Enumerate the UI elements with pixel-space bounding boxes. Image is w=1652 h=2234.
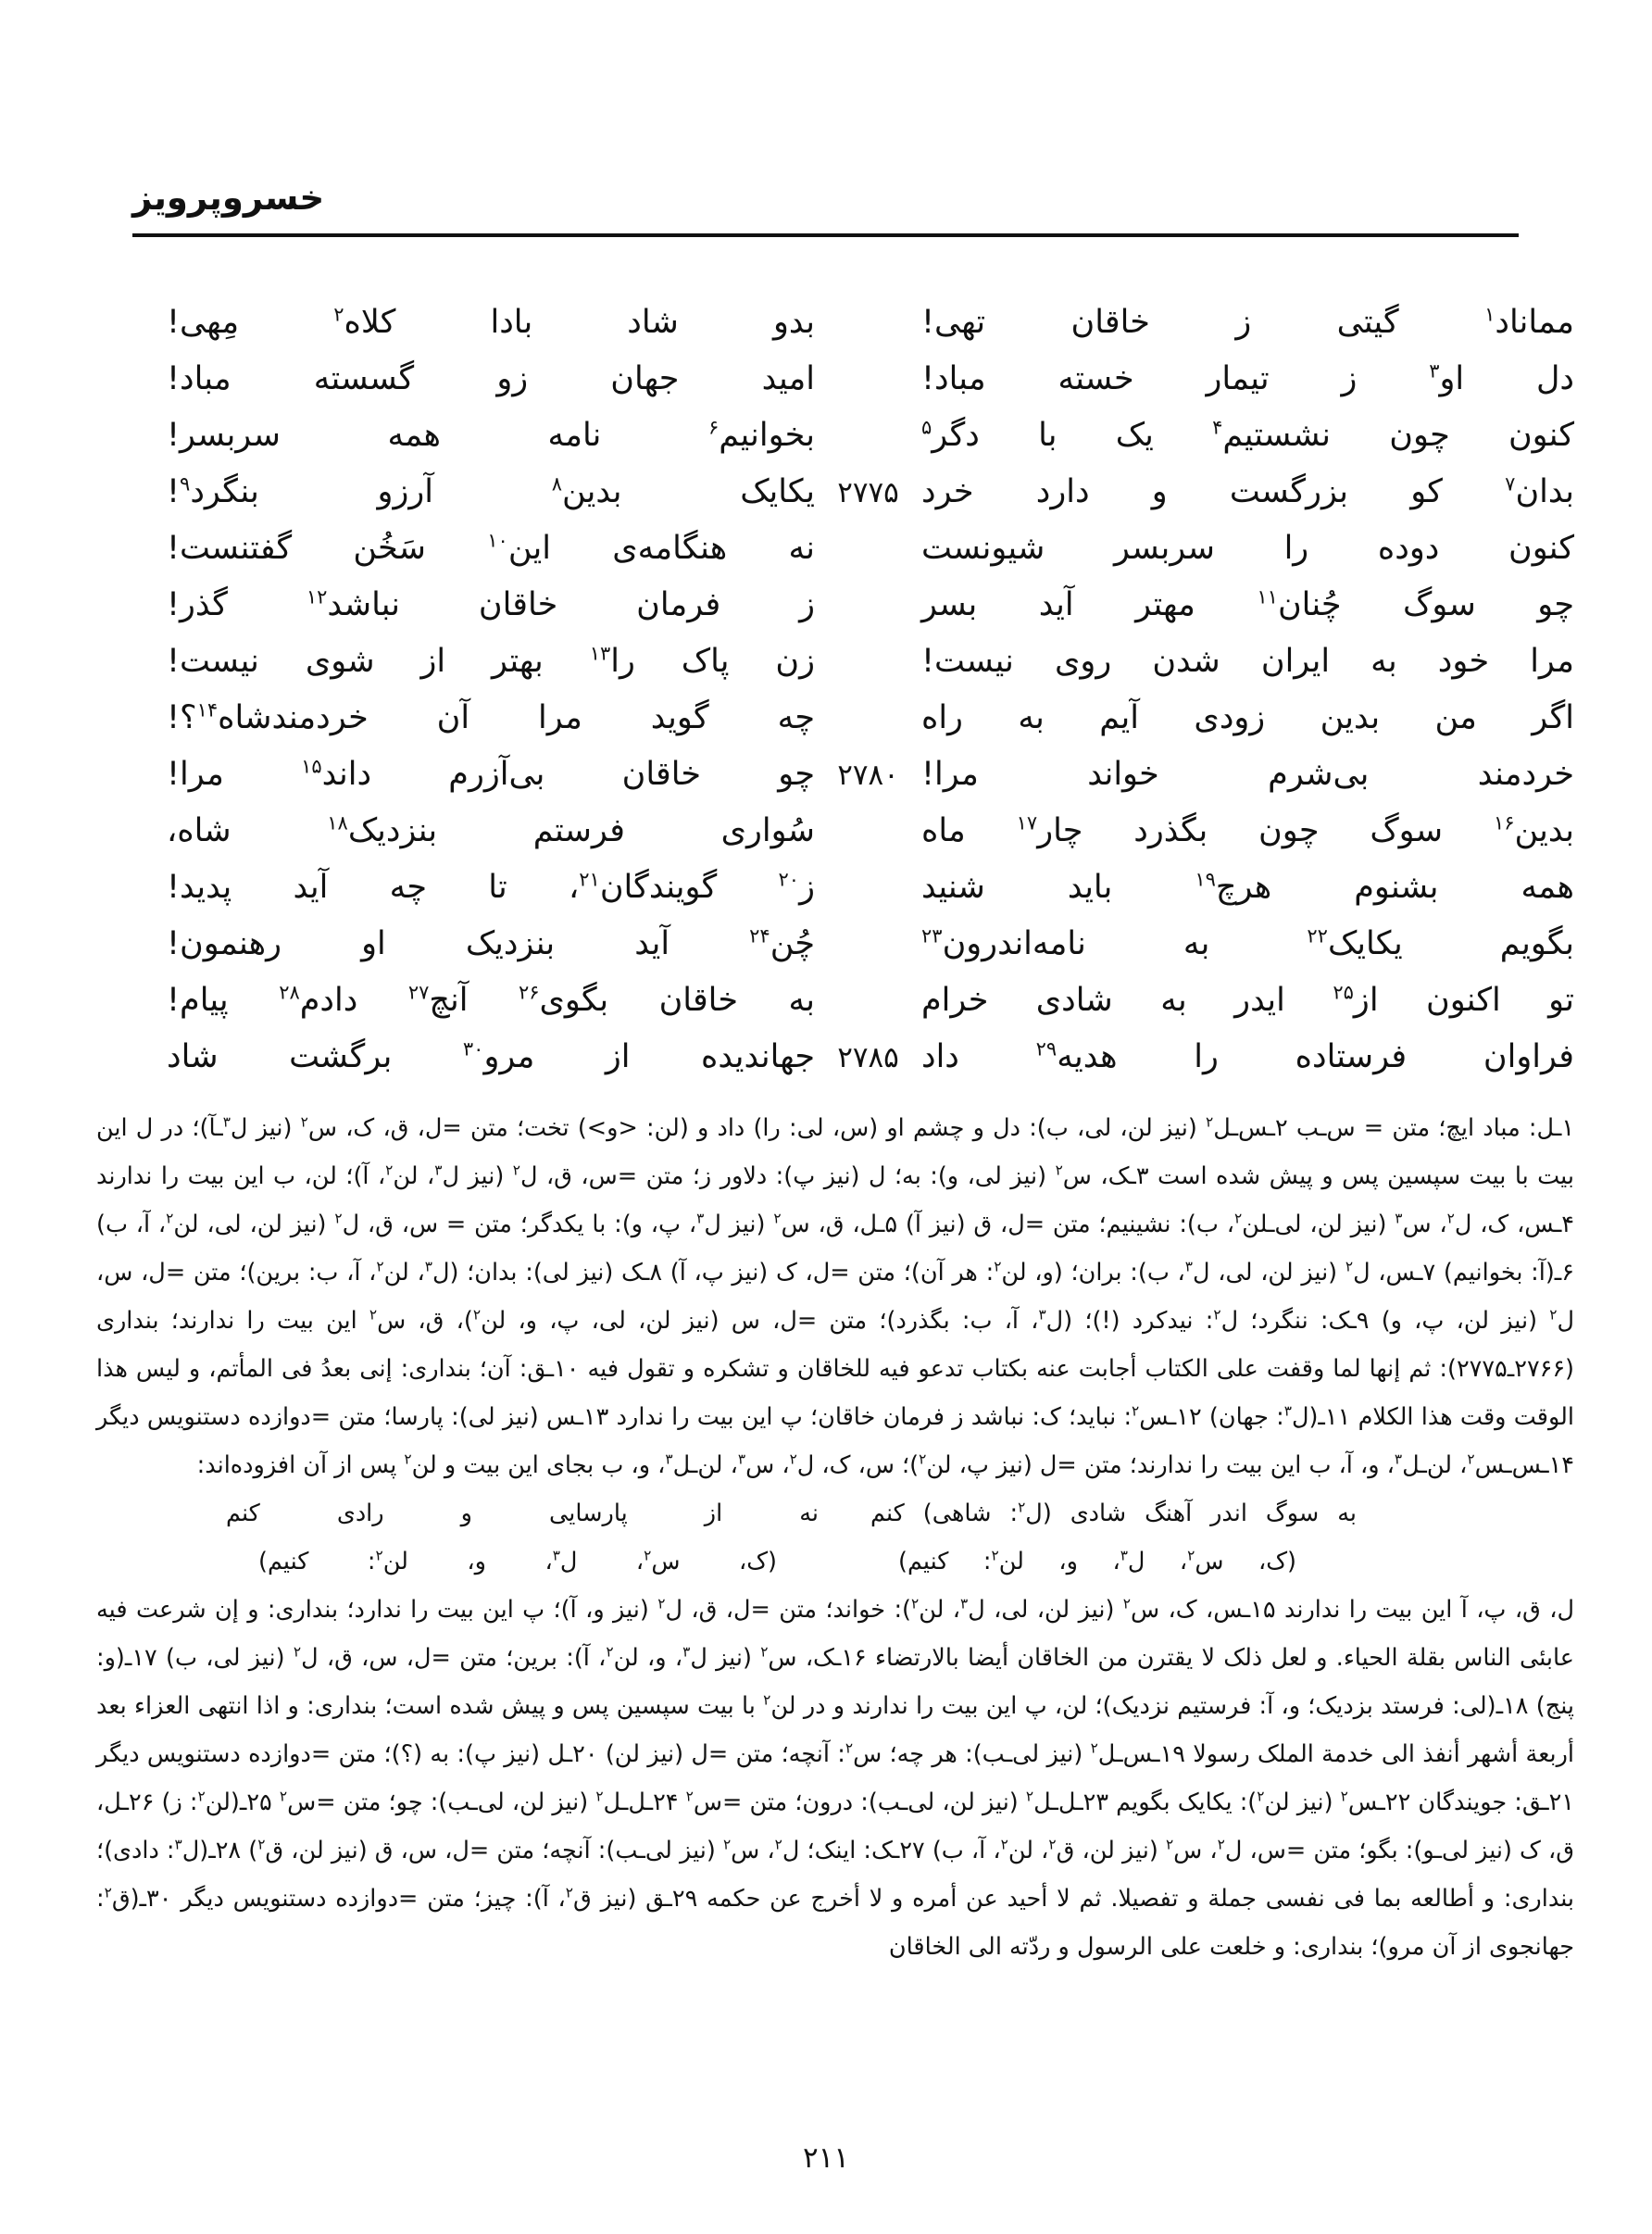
verse-row xyxy=(167,464,1574,521)
hemistich-left: چه گوید مرا آن خردمندشاه$^{۱۴}$؟! xyxy=(167,698,815,736)
verse-row xyxy=(167,973,1574,1029)
verse-row xyxy=(167,408,1574,464)
verse-row xyxy=(167,351,1574,408)
verse-number: ۲۷۸۵ xyxy=(837,1041,899,1074)
header-rule xyxy=(132,233,1519,237)
verse-number xyxy=(815,351,921,408)
hemistich-left: بخوانیم$^۶$ نامه همه سربسر! xyxy=(167,416,815,454)
verse-number xyxy=(815,295,921,351)
verse-row xyxy=(167,634,1574,690)
hemistich-left: زن پاک را$^{۱۳}$ بهتر از شوی نیست! xyxy=(167,642,815,680)
hemistich-left: چُن$^{۲۴}$ آید بنزدیک او رهنمون! xyxy=(167,924,815,962)
hemistich-right: کنون دوده را سربسر شیونست xyxy=(921,530,1574,567)
hemistich-right: فراوان فرستاده را هدیه$^{۲۹}$ داد xyxy=(921,1037,1574,1075)
hemistich-right: دل او$^۳$ ز تیمار خسته مباد! xyxy=(921,359,1574,397)
verse-row xyxy=(167,295,1574,351)
hemistich-left: به خاقان بگوی$^{۲۶}$ آنچ$^{۲۷}$ دادم$^{۲۸}$ پیام! xyxy=(167,981,816,1019)
verse-number xyxy=(815,634,921,690)
verse-row xyxy=(167,803,1574,860)
verse-number xyxy=(815,521,921,577)
quoted-note-left: (ک، س$^۲$، ل$^۳$، و، لن$^۲$: کنیم) xyxy=(258,1547,777,1575)
verse-row xyxy=(167,860,1574,916)
hemistich-right: اگر من بدین زودی آیم به راه xyxy=(921,699,1574,736)
verse-number xyxy=(815,916,921,973)
hemistich-right: مماناد$^۱$ گیتی ز خاقان تهی! xyxy=(921,303,1574,341)
verse-number xyxy=(815,408,921,464)
critical-apparatus xyxy=(96,1104,1574,1971)
hemistich-right: تو اکنون از$^{۲۵}$ ایدر به شادی خرام xyxy=(921,981,1574,1019)
hemistich-right: خردمند بی‌شرم خواند مرا! xyxy=(921,756,1574,793)
verse-row xyxy=(167,577,1574,634)
verse-row xyxy=(167,916,1574,973)
hemistich-left: سُواری فرستم بنزدیک$^{۱۸}$ شاه، xyxy=(167,811,816,849)
hemistich-left: چو خاقان بی‌آزرم داند$^{۱۵}$ مرا! xyxy=(167,755,815,793)
hemistich-left: ز$^{۲۰}$ گویندگان$^{۲۱}$، تا چه آید پدید! xyxy=(167,868,815,906)
verse-number xyxy=(815,860,921,916)
hemistich-left: بدو شاد بادا کلاه$^۲$ مِهی! xyxy=(167,303,815,341)
apparatus-paragraph-1: ۱ـل: مباد ایچ؛ متن = س‌ـب ۲ـس‌ـل$^۲$ (نیز لن، لی، ب): دل و چشم او (س، لی: را) داد و (لن: <و>) تخت؛ متن =ل، ق، ک، س$^۲$ (نیز ل$^۳$ـآ)؛ در ل این بیت با بیت سپسین پس و پیش شده است ۳ـک، س$^۲$ (نیز لی، و): به؛ ل (نیز پ): دلاور ز؛ متن =س، ق، ل$^۲$ (نیز ل$^۳$، لن$^۲$، آ)؛ لن، ب این بیت را ندارند ۴ـس، ک، ل$^۲$، س$^۳$ (نیز لن، لی‌ـلن$^۲$، ب): نشینیم؛ متن =ل، ق (نیز آ) ۵ـل، ق، س$^۲$ (نیز ل$^۳$، پ، و): با یکدگر؛ متن = س، ق، ل$^۲$ (نیز لن، لی، لن$^۲$، آ، ب) ۶ـ(آ: بخوانیم) ۷ـس، ل$^۲$ (نیز لن، لی، ل$^۳$، ب): بران؛ (و، لن$^۲$: هر آن)؛ متن =ل، ک (نیز پ، آ) ۸ـک (نیز لی): بدان؛ (ل$^۳$، لن$^۲$، آ، ب: برین)؛ متن =ل، س، ل$^۲$ (نیز لن، پ، و) ۹ـک: ننگرد؛ ل$^۲$: نیدکرد (!)؛ (ل$^۳$، آ، ب: بگذرد)؛ متن =ل، س (نیز لن، لی، پ، و، لن$^۲$)، ق، س$^۲$ این بیت را ندارند؛ بنداری (۲۷۶۶ـ۲۷۷۵): ثم إنها لما وقفت علی الکتاب أجابت عنه بکتاب تدعو فیه للخاقان و تشکره و تقول فیه ۱۰ـق: آن؛ بنداری: إنی بعدُ فی المأتم، و لیس هذا الوقت وقت هذا الکلام ۱۱ـ(ل$^۳$: جهان) ۱۲ـس$^۲$: نباید؛ ک: نباشد ز فرمان خاقان؛ پ این بیت را ندارد ۱۳ـس (نیز لی): پارسا؛ متن =دوازده دستنویس دیگر ۱۴ـس‌ـس$^۲$، لن‌ـل$^۳$، و، آ، ب این بیت را ندارند؛ متن =ل (نیز پ، لن$^۲$)؛ س، ک، ل$^۲$، س$^۳$، لن‌ـل$^۳$، و، ب بجای این بیت و لن$^۲$ پس از آن افزوده‌اند: xyxy=(96,1113,1575,1479)
hemistich-right: مرا خود به ایران شدن روی نیست! xyxy=(921,643,1574,680)
hemistich-right: بگویم یکایک$^{۲۲}$ به نامه‌اندرون$^{۲۳}$ xyxy=(921,924,1574,962)
verse-number xyxy=(815,577,921,634)
verse-number xyxy=(815,973,921,1029)
apparatus-quoted-verse-notes xyxy=(96,1537,1574,1586)
page-number: ۲۱۱ xyxy=(803,2141,849,2175)
chapter-running-head: خسروپرویز xyxy=(132,178,325,218)
quoted-hemistich-left: نه از پارسایی و رادی کنم xyxy=(226,1500,819,1527)
hemistich-right: بدان$^۷$ کو بزرگست و دارد خرد xyxy=(921,472,1574,510)
verse-number: ۲۷۷۵ xyxy=(837,476,899,509)
hemistich-left: جهاندیده از مرو$^{۳۰}$ برگشت شاد xyxy=(167,1037,815,1075)
hemistich-left: نه هنگامه‌ی این$^{۱۰}$ سَخُن گفتنست! xyxy=(167,529,815,567)
verse-row xyxy=(167,747,1574,803)
apparatus-paragraph-2: ل، ق، پ، آ این بیت را ندارند ۱۵ـس، ک، س$^۲$ (نیز لن، لی، ل$^۳$، لن$^۲$): خواند؛ متن =ل، ق، ل$^۲$ (نیز و، آ)؛ پ این بیت را ندارد؛ بنداری: و إن شرعت فیه عابئی الناس بقلة الحیاء. و لعل ذلک لا یقترن من الخاقان أیضا بالارتضاء ۱۶ـک، س$^۲$ (نیز ل$^۳$، و، لن$^۲$، آ): برین؛ متن =ل، س، ق، ل$^۲$ (نیز لی، ب) ۱۷ـ(و: پنج) ۱۸ـ(لی: فرستد بزدیک؛ و، آ: فرستیم نزدیک)؛ لن، پ این بیت را ندارند و در لن$^۲$ با بیت سپسین پس و پیش شده است؛ بنداری: و اذا انتهی العزاء بعد أربعة أشهر أنفذ الی خدمة الملک رسولا ۱۹ـس‌ـل$^۲$ (نیز لی‌ـب): هر چه؛ س$^۲$: آنچه؛ متن =ل (نیز لن) ۲۰ـل (نیز پ): به (؟)؛ متن =دوازده دستنویس دیگر ۲۱ـق: جویندگان ۲۲ـس$^۲$ (نیز لن$^۲$): یکایک بگویم ۲۳ـل‌ـل$^۲$ (نیز لن، لی‌ـب): درون؛ متن =س$^۲$ ۲۴ـل‌ـل$^۲$ (نیز لن، لی‌ـب): چو؛ متن =س$^۲$ ۲۵ـ(لن$^۲$: ز) ۲۶ـل، ق، ک (نیز لی‌ـو): بگو؛ متن =س، ل$^۲$، س$^۲$ (نیز لن، ق$^۲$، لن$^۲$، آ، ب) ۲۷ـک: اینک؛ ل$^۲$، س$^۲$ (نیز لی‌ـب): آنچه؛ متن =ل، س، ق (نیز لن، ق$^۲$) ۲۸ـ(ل$^۳$: دادی)؛ بنداری: و أطالعه بما فی نفسی جملة و تفصیلا. ثم لا أحید عن أمره و لا أخرج عن حکمه ۲۹ـق (نیز ق$^۲$، آ): چیز؛ متن =دوازده دستنویس دیگر ۳۰ـ(ق$^۲$: جهانجوی از آن مرو)؛ بنداری: و خلعت علی الرسول و ردّته الی الخاقان xyxy=(96,1595,1575,1961)
apparatus-quoted-verse xyxy=(96,1489,1574,1537)
verse-number xyxy=(815,803,921,860)
verse-row xyxy=(167,521,1574,577)
hemistich-right: همه بشنوم هرچ$^{۱۹}$ باید شنید xyxy=(921,868,1574,906)
verse-row xyxy=(167,1029,1574,1086)
hemistich-left: یکایک بدین$^۸$ آرزو بنگرد$^۹$! xyxy=(167,472,815,510)
quoted-hemistich-right: به سوگ اندر آهنگ شادی (ل$^۲$: شاهی) کنم xyxy=(870,1499,1357,1527)
hemistich-right: بدین$^{۱۶}$ سوگ چون بگذرد چار$^{۱۷}$ ماه xyxy=(921,811,1574,849)
verse-number xyxy=(815,690,921,747)
hemistich-left: ز فرمان خاقان نباشد$^{۱۲}$ گذر! xyxy=(167,585,816,623)
quoted-note-right: (ک، س$^۲$، ل$^۳$، و، لن$^۲$: کنیم) xyxy=(898,1547,1296,1575)
verse-number: ۲۷۸۰ xyxy=(837,759,899,792)
verse-row xyxy=(167,690,1574,747)
hemistich-right: چو سوگ چُنان$^{۱۱}$ مهتر آید بسر xyxy=(921,585,1575,623)
hemistich-right: کنون چون نشستیم$^۴$ یک با دگر$^۵$ xyxy=(921,416,1574,454)
poem-block xyxy=(167,295,1574,1086)
hemistich-left: امید جهان زو گسسته مباد! xyxy=(167,360,815,397)
